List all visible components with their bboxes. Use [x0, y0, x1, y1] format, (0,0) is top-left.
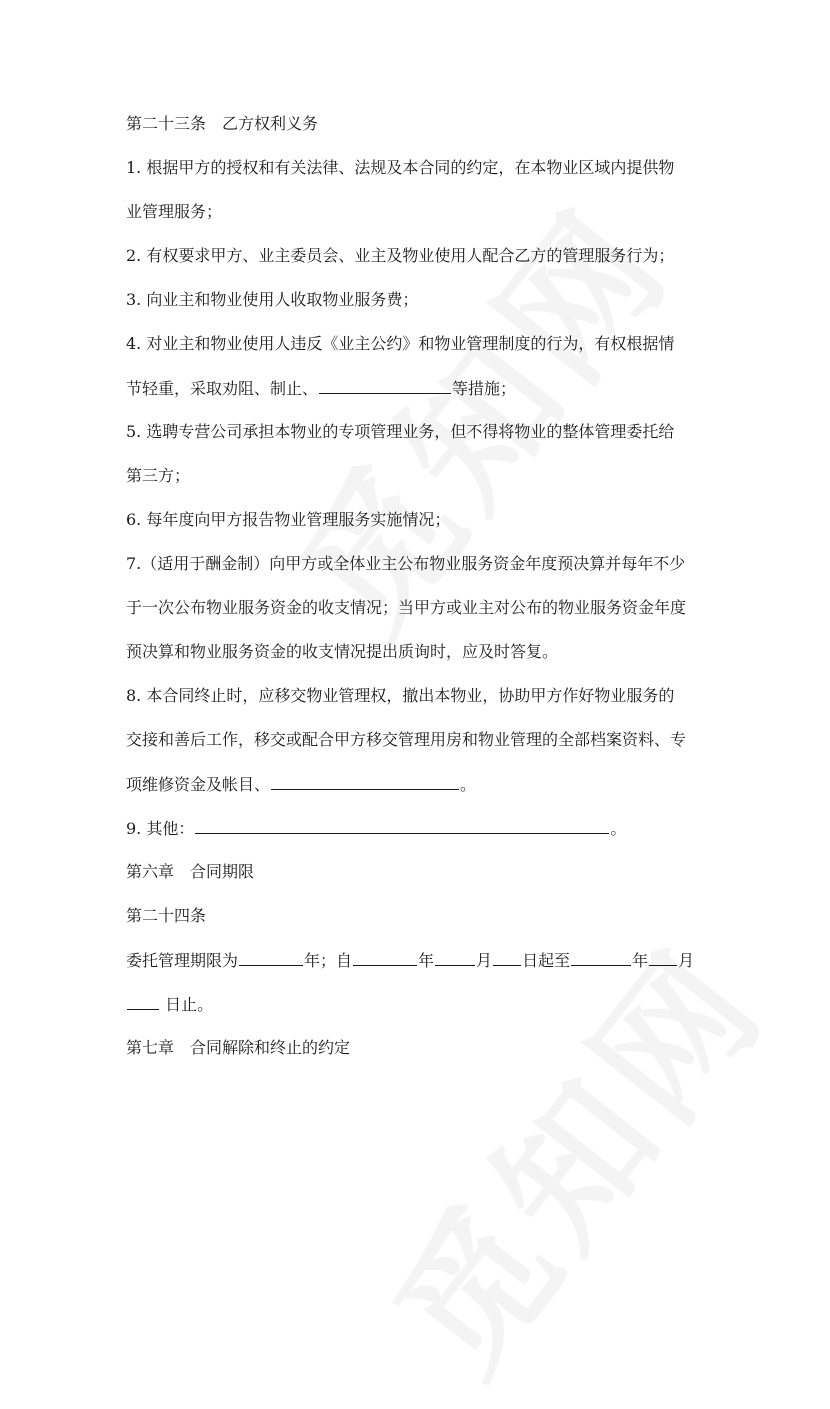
article-23-heading: 第二十三条 乙方权利义务 [126, 114, 319, 133]
text-segment: 月 [678, 951, 695, 970]
fill-in-blank [127, 994, 159, 1010]
fill-in-blank [649, 950, 677, 966]
paragraph-line: 5. 选聘专营公司承担本物业的专项管理业务，但不得将物业的整体管理委托给 [126, 422, 675, 441]
paragraph-line [126, 774, 476, 795]
text-segment: 日起至 [522, 951, 571, 970]
fill-in-blank [435, 950, 475, 966]
paragraph-line: 交接和善后工作，移交或配合甲方移交管理用房和物业管理的全部档案资料、专 [126, 730, 687, 749]
fill-in-blank [353, 950, 417, 966]
paragraph-line: 第三方； [126, 466, 191, 485]
text-segment: 委托管理期限为 [126, 951, 239, 970]
fill-in-blank [493, 950, 521, 966]
paragraph-line [126, 378, 516, 399]
text-segment: 9. 其他： [126, 819, 195, 838]
text-segment: 年 [632, 951, 649, 970]
article-24-heading: 第二十四条 [126, 906, 207, 925]
term-line [126, 994, 213, 1015]
fill-in-blank [319, 378, 451, 394]
paragraph-line: 预决算和物业服务资金的收支情况提出质询时，应及时答复。 [126, 642, 559, 661]
fill-in-blank [195, 818, 609, 834]
paragraph-line: 3. 向业主和物业使用人收取物业服务费； [126, 290, 419, 309]
text-segment: 年 [418, 951, 435, 970]
text-segment: 日止。 [160, 995, 214, 1014]
paragraph-line: 8. 本合同终止时，应移交物业管理权，撤出本物业，协助甲方作好物业服务的 [126, 686, 675, 705]
text-segment: 。 [610, 819, 627, 838]
chapter-6-heading: 第六章 合同期限 [126, 862, 255, 881]
chapter-7-heading: 第七章 合同解除和终止的约定 [126, 1038, 351, 1057]
paragraph-line: 7.（适用于酬金制）向甲方或全体业主公布物业服务资金年度预决算并每年不少 [126, 554, 686, 573]
text-segment: 节轻重，采取劝阻、制止、 [126, 379, 319, 398]
paragraph-line [126, 818, 626, 839]
text-segment: 月 [476, 951, 493, 970]
paragraph-line: 6. 每年度向甲方报告物业管理服务实施情况； [126, 510, 451, 529]
term-line [126, 950, 694, 971]
fill-in-blank [271, 774, 459, 790]
text-segment: 项维修资金及帐目、 [126, 775, 271, 794]
paragraph-line: 4. 对业主和物业使用人违反《业主公约》和物业管理制度的行为，有权根据情 [126, 334, 675, 353]
text-segment: 。 [460, 775, 477, 794]
watermark [242, 157, 708, 668]
paragraph-line: 1. 根据甲方的授权和有关法律、法规及本合同的约定，在本物业区域内提供物 [126, 158, 675, 177]
watermark [337, 897, 803, 1408]
fill-in-blank [239, 950, 303, 966]
text-segment: 等措施； [452, 379, 517, 398]
text-segment: 年；自 [304, 951, 353, 970]
paragraph-line: 业管理服务； [126, 202, 223, 221]
paragraph-line: 于一次公布物业服务资金的收支情况；当甲方或业主对公布的物业服务资金年度 [126, 598, 687, 617]
paragraph-line: 2. 有权要求甲方、业主委员会、业主及物业使用人配合乙方的管理服务行为； [126, 246, 675, 265]
fill-in-blank [571, 950, 631, 966]
